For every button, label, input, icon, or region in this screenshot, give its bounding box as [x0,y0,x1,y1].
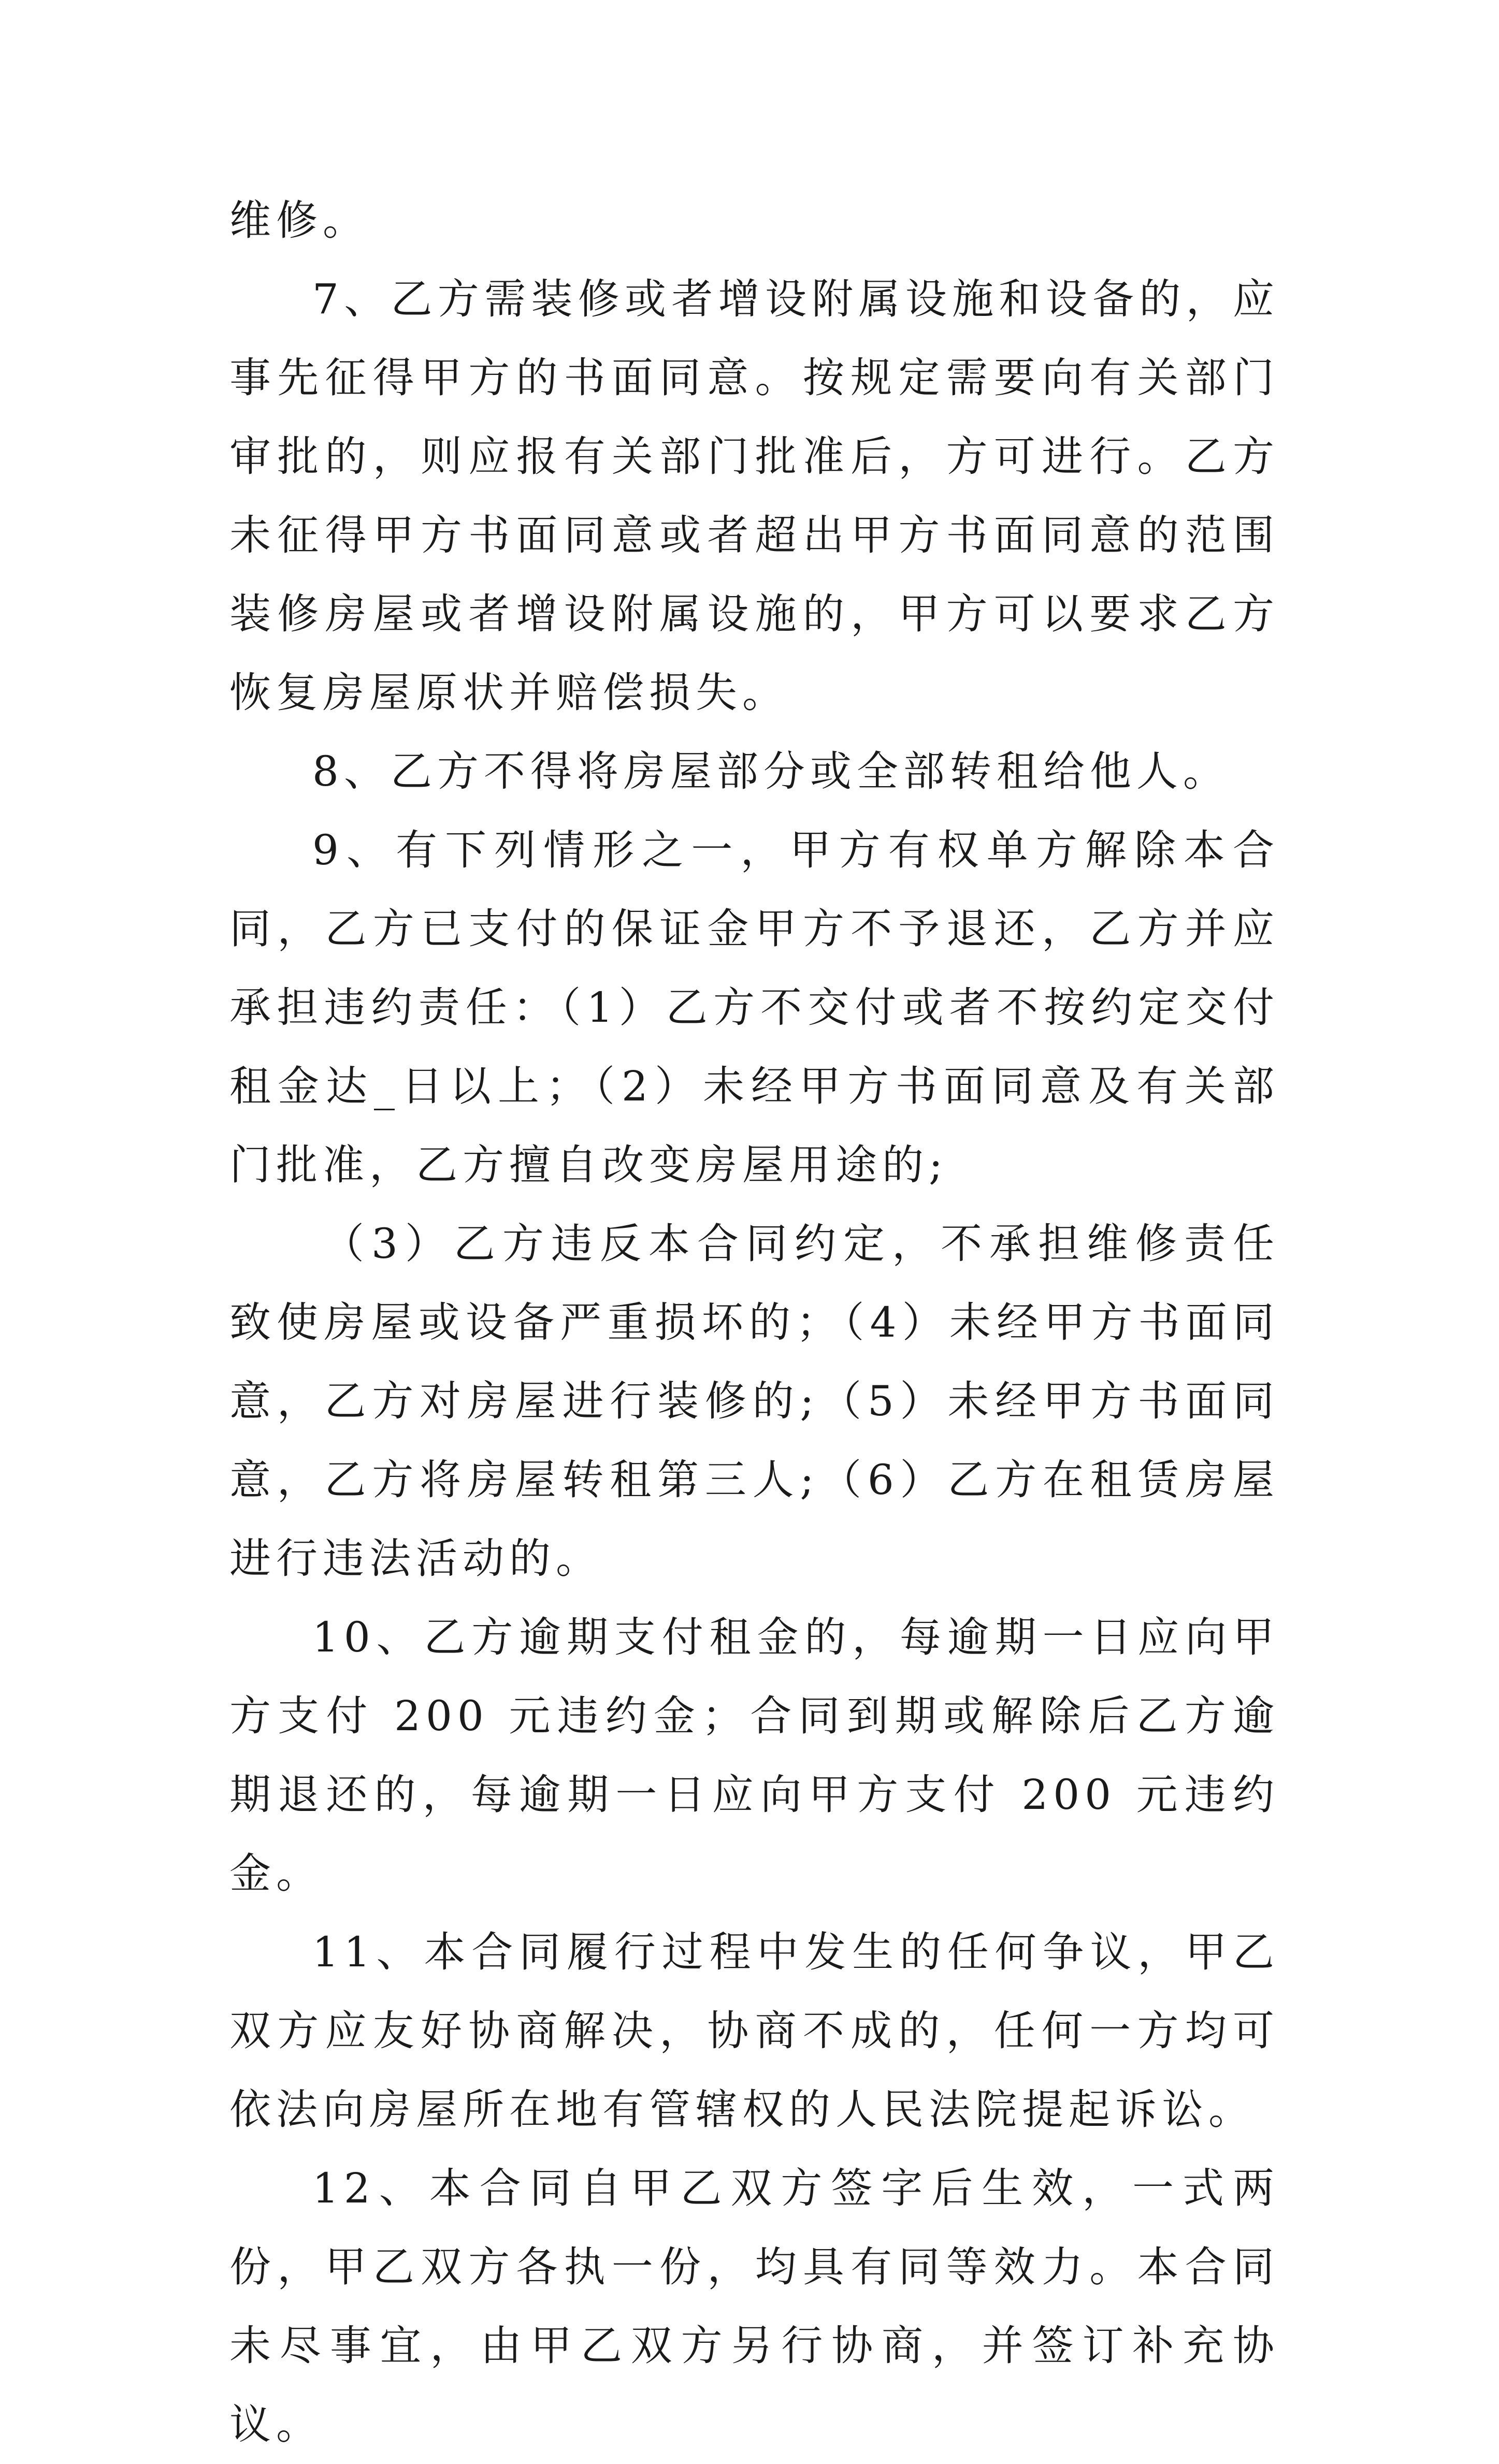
contract-body [229,181,1279,2464]
clause-9: 9、有下列情形之一，甲方有权单方解除本合同，乙方已支付的保证金甲方不予退还，乙方并应承担违约责任：（1）乙方不交付或者不按约定交付租金达_日以上；（2）未经甲方书面同意及有关部门批准，乙方擅自改变房屋用途的; [229,826,1279,1189]
clause-12: 12、本合同自甲乙双方签字后生效，一式两份，甲乙双方各执一份，均具有同等效力。本合同未尽事宜，由甲乙双方另行协商，并签订补充协议。 [229,2164,1279,2448]
clause-9-continued: （3）乙方违反本合同约定，不承担维修责任致使房屋或设备严重损坏的；（4）未经甲方书面同意，乙方对房屋进行装修的;（5）未经甲方书面同意，乙方将房屋转租第三人;（6）乙方在租赁房屋进行违法活动的。 [229,1220,1279,1583]
clause-8: 8、乙方不得将房屋部分或全部转租给他人。 [312,747,1230,795]
clause-11: 11、本合同履行过程中发生的任何争议，甲乙双方应友好协商解决，协商不成的，任何一方均可依法向房屋所在地有管辖权的人民法院提起诉讼。 [229,1928,1279,2134]
clause-10: 10、乙方逾期支付租金的，每逾期一日应向甲方支付 200 元违约金；合同到期或解除后乙方逾期退还的，每逾期一日应向甲方支付 200 元违约金。 [229,1613,1279,1897]
paragraph-continuation: 维修。 [229,196,369,244]
clause-7: 7、乙方需装修或者增设附属设施和设备的，应事先征得甲方的书面同意。按规定需要向有关部门审批的，则应报有关部门批准后，方可进行。乙方未征得甲方书面同意或者超出甲方书面同意的范围装修房屋或者增设附属设施的，甲方可以要求乙方恢复房屋原状并赔偿损失。 [229,275,1279,717]
